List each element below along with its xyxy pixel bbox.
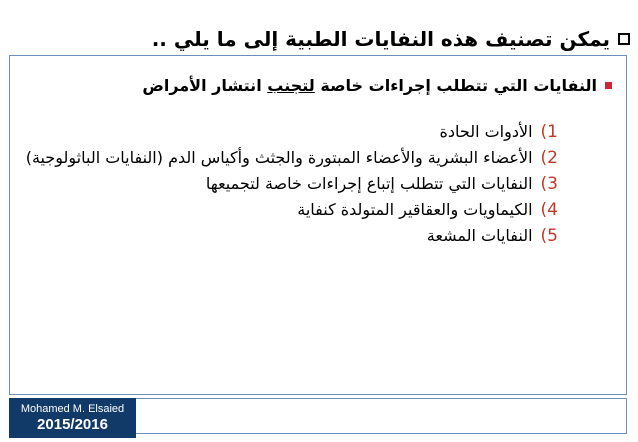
main-bullet-text: [142, 76, 597, 95]
author-name: Mohamed M. Elsaied: [20, 403, 125, 415]
list-item-number: 4): [540, 200, 558, 220]
list-item-text: الأعضاء البشرية والأعضاء المبتورة والجثث وأكياس الدم (النفايات الباثولوجية): [25, 148, 533, 167]
list-item-number: 3): [540, 174, 558, 194]
slide-title-row: [151, 27, 630, 51]
list-item-number: 5): [540, 226, 558, 246]
bullet-text-underlined: لتجنب: [267, 76, 315, 95]
checkbox-bullet-icon: [618, 33, 630, 45]
square-bullet-icon: [605, 82, 612, 89]
slide-title: يمكن تصنيف هذه النفايات الطبية إلى ما يلي ..: [151, 27, 610, 51]
author-badge: [9, 398, 136, 438]
main-bullet: [142, 76, 612, 95]
list-item-number: 1): [540, 122, 558, 142]
list-item: [26, 148, 558, 174]
bullet-text-part3: انتشار الأمراض: [142, 76, 268, 95]
list-item-text: النفايات المشعة: [426, 226, 533, 245]
list-item-text: الأدوات الحادة: [439, 122, 533, 141]
list-item-number: 2): [540, 148, 558, 168]
bullet-text-part1: النفايات التي تتطلب إجراءات خاصة: [314, 76, 597, 95]
list-item: [26, 174, 558, 200]
list-item-text: النفايات التي تتطلب إتباع إجراءات خاصة لتجميعها: [205, 174, 533, 193]
list-item: [26, 122, 558, 148]
list-item: [26, 200, 558, 226]
list-item-text: الكيماويات والعقاقير المتولدة كنفاية: [297, 200, 533, 219]
author-year: 2015/2016: [37, 416, 108, 433]
list-item: [26, 226, 558, 252]
waste-list: [26, 122, 558, 252]
